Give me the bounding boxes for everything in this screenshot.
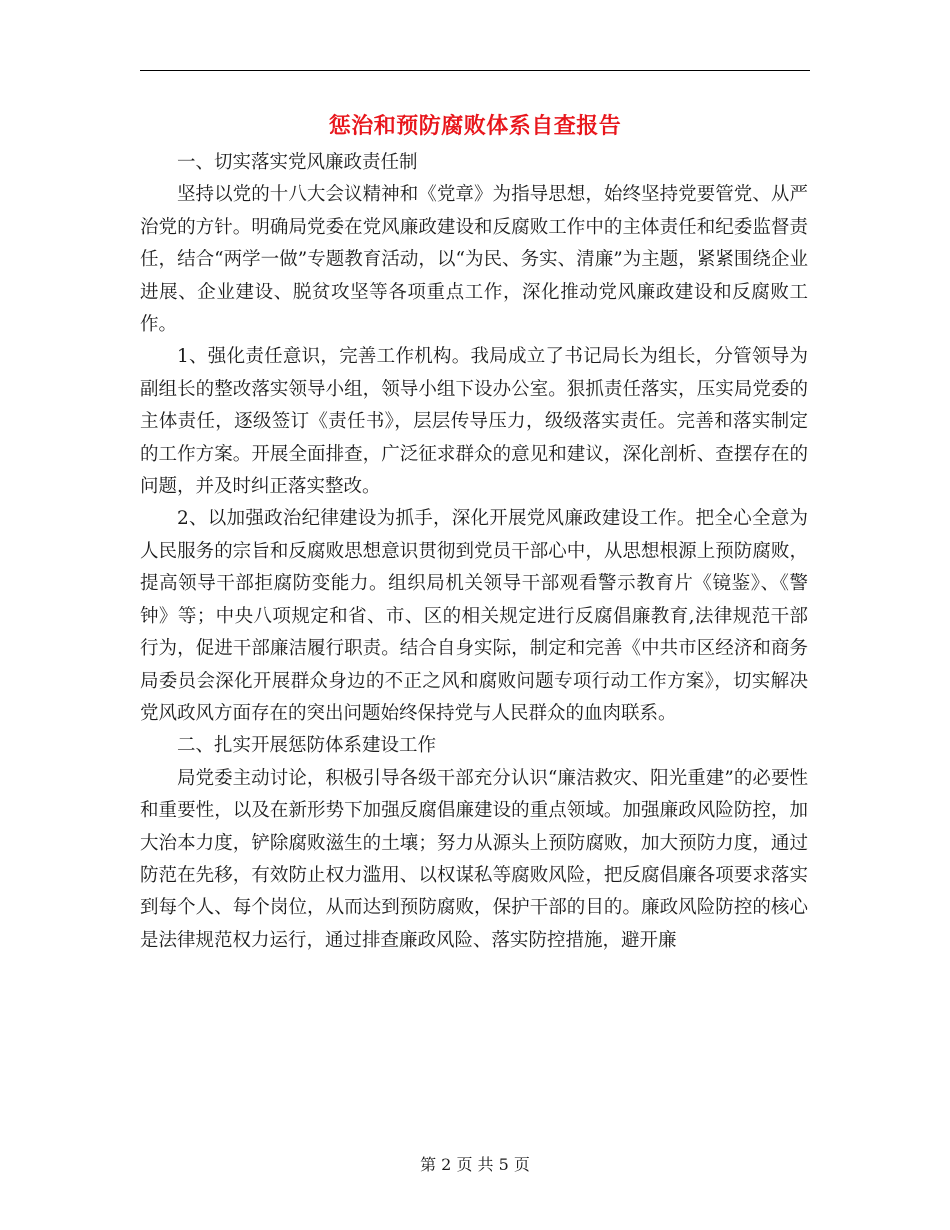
document-title: 惩治和预防腐败体系自查报告: [328, 113, 622, 139]
header-rule: [140, 70, 810, 71]
section-heading-1: 一、切实落实党风廉政责任制: [177, 152, 418, 173]
section-heading-2: 二、扎实开展惩防体系建设工作: [177, 735, 437, 757]
document-body: [140, 147, 808, 957]
paragraph: 1、强化责任意识，完善工作机构。我局成立了书记局长为组长，分管领导为副组长的整改落实领导小组，领导小组下设办公室。狠抓责任落实，压实局党委的主体责任，逐级签订《责任书》，层层传导压力，级级落实责任。完善和落实制定的工作方案。开展全面排查，广泛征求群众的意见和建议，深化剖析、查摆存在的问题，并及时纠正落实整改。: [140, 346, 808, 498]
page-number-footer: 第 2 页 共 5 页: [420, 1155, 530, 1174]
paragraph: 2、以加强政治纪律建设为抓手，深化开展党风廉政建设工作。把全心全意为人民服务的宗旨和反腐败思想意识贯彻到党员干部心中，从思想根源上预防腐败，提高领导干部拒腐防变能力。组织局机关领导干部观看警示教育片《镜鉴》、《警钟》等；中央八项规定和省、市、区的相关规定进行反腐倡廉教育,法律规范干部行为，促进干部廉洁履行职责。结合自身实际，制定和完善《中共市区经济和商务局委员会深化开展群众身边的不正之风和腐败问题专项行动工作方案》，切实解决党风政风方面存在的突出问题始终保持党与人民群众的血肉联系。: [140, 508, 808, 724]
paragraph: 局党委主动讨论，积极引导各级干部充分认识“廉洁救灾、阳光重建”的必要性和重要性，以及在新形势下加强反腐倡廉建设的重点领域。加强廉政风险防控，加大治本力度，铲除腐败滋生的土壤；努力从源头上预防腐败，加大预防力度，通过防范在先移，有效防止权力滥用、以权谋私等腐败风险，把反腐倡廉各项要求落实到每个人、每个岗位，从而达到预防腐败，保护干部的目的。廉政风险防控的核心是法律规范权力运行，通过排查廉政风险、落实防控措施，避开廉: [140, 767, 808, 951]
paragraph: 坚持以党的十八大会议精神和《党章》为指导思想，始终坚持党要管党、从严治党的方针。明确局党委在党风廉政建设和反腐败工作中的主体责任和纪委监督责任，结合“两学一做”专题教育活动，以“为民、务实、清廉”为主题，紧紧围绕企业进展、企业建设、脱贫攻坚等各项重点工作，深化推动党风廉政建设和反腐败工作。: [140, 184, 808, 336]
